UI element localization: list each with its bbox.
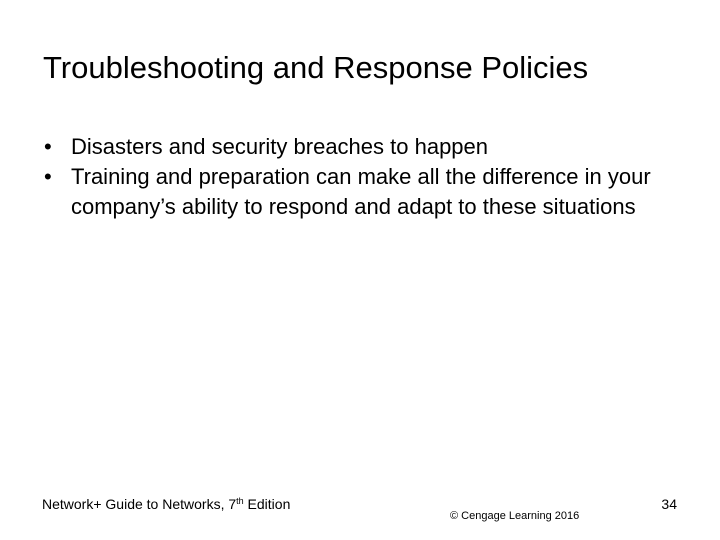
bullet-dot-icon: • xyxy=(44,134,52,159)
bullet-list xyxy=(44,132,684,222)
slide-title: Troubleshooting and Response Policies xyxy=(43,50,589,85)
footer-copyright: © Cengage Learning 2016 xyxy=(450,510,580,522)
bullet-text: Training and preparation can make all the difference in your company’s ability to respond and adapt to these situations xyxy=(71,164,651,219)
footer-page-number: 34 xyxy=(661,496,677,512)
footer-book-title-suffix: Edition xyxy=(243,496,291,512)
bullet-item xyxy=(44,132,684,162)
bullet-dot-icon: • xyxy=(44,164,52,189)
bullet-text: Disasters and security breaches to happen xyxy=(71,134,489,159)
footer-book-title-superscript: th xyxy=(236,496,244,506)
footer-book-title-prefix: Network+ Guide to Networks, 7 xyxy=(42,496,237,512)
bullet-item xyxy=(44,162,684,222)
footer-book-title xyxy=(42,495,290,513)
